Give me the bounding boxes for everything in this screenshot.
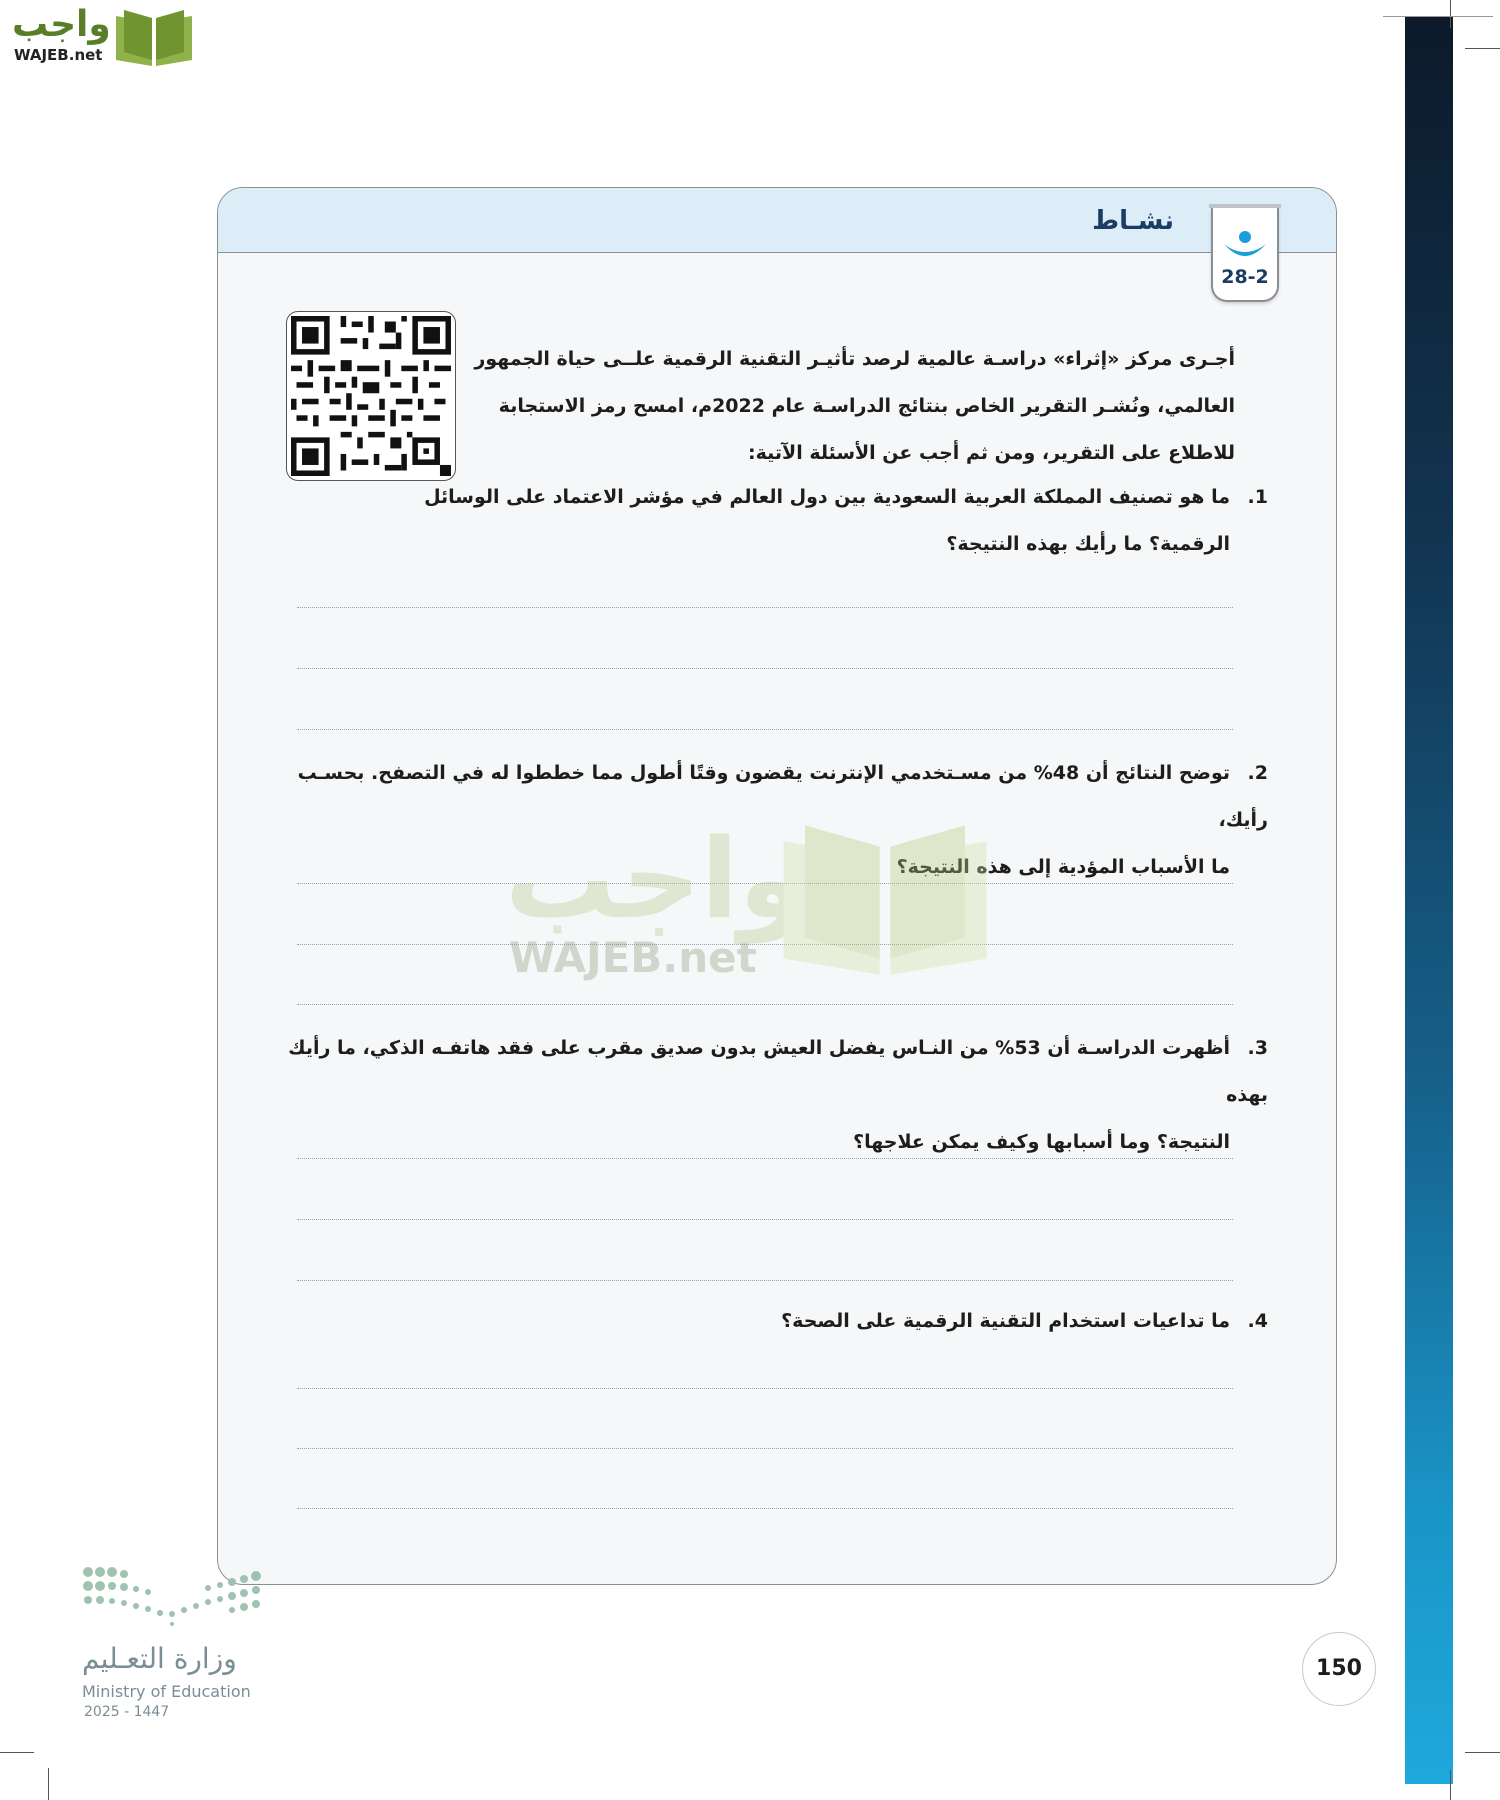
- activity-number-tab: [1211, 208, 1279, 302]
- ministry-arabic: وزارة التعـليم: [82, 1642, 237, 1675]
- qr-pattern-icon: [291, 316, 451, 476]
- activity-number: 28-2: [1221, 266, 1269, 288]
- question-text-continued: النتيجة؟ وما أسبابها وكيف يمكن علاجها؟: [853, 1131, 1230, 1153]
- activity-title: نشـاط: [1092, 206, 1174, 236]
- answer-line[interactable]: [297, 1508, 1233, 1509]
- qr-code[interactable]: [286, 311, 456, 481]
- question-number: 3.: [1247, 1037, 1268, 1059]
- ministry-year: 2025 - 1447: [84, 1704, 170, 1720]
- question-number: 1.: [1247, 486, 1268, 508]
- answer-line[interactable]: [297, 1158, 1233, 1159]
- crop-mark: [48, 1768, 49, 1800]
- crop-mark: [1465, 1752, 1500, 1753]
- crop-mark: [1450, 0, 1451, 28]
- wajeb-logo[interactable]: [8, 4, 198, 70]
- answer-line[interactable]: [297, 1280, 1233, 1281]
- answer-line[interactable]: [297, 668, 1233, 669]
- intro-paragraph: أجـرى مركز «إثراء» دراسـة عالمية لرصد تأثيـر التقنية الرقمية علــى حياة الجمهور العالمي، ونُشـر التقرير الخاص بنتائج الدراسـة عام 2022م، امسح رمز الاستجابة للاطلاع على التقرير، ومن ثم أجب عن الأسئلة الآتية:: [474, 348, 1235, 464]
- activity-icon: [1222, 228, 1268, 268]
- ministry-dots-icon: [82, 1566, 272, 1626]
- watermark-latin: WAJEB.net: [509, 933, 757, 982]
- book-icon: [112, 8, 196, 68]
- question-text: توضح النتائج أن 48% من مسـتخدمي الإنترنت يقضون وقتًا أطول مما خططوا له في التصفح. بحسـب رأيك،: [297, 762, 1268, 831]
- page-number: 150: [1302, 1632, 1376, 1706]
- answer-line[interactable]: [297, 1388, 1233, 1389]
- question-1: [268, 474, 1268, 568]
- question-number: 2.: [1247, 762, 1268, 784]
- crop-mark: [0, 1752, 34, 1753]
- question-4: [268, 1298, 1268, 1345]
- question-text: ما هو تصنيف المملكة العربية السعودية بين دول العالم في مؤشر الاعتماد على الوسائل: [424, 486, 1230, 508]
- answer-line[interactable]: [297, 729, 1233, 730]
- logo-arabic: واجب: [12, 4, 111, 45]
- question-text: ما تداعيات استخدام التقنية الرقمية على الصحة؟: [781, 1310, 1230, 1332]
- question-text-continued: الرقمية؟ ما رأيك بهذه النتيجة؟: [946, 533, 1230, 555]
- ministry-logo: [70, 1560, 270, 1730]
- answer-line[interactable]: [297, 1448, 1233, 1449]
- watermark-arabic: واجب: [505, 815, 807, 943]
- question-3: [268, 1025, 1268, 1166]
- answer-line[interactable]: [297, 1219, 1233, 1220]
- question-text-continued: ما الأسباب المؤدية إلى هذه النتيجة؟: [896, 856, 1230, 878]
- crop-mark: [1465, 48, 1500, 49]
- wajeb-watermark: [505, 815, 1005, 995]
- crop-mark: [1450, 1770, 1451, 1800]
- answer-line[interactable]: [297, 1004, 1233, 1005]
- crop-mark: [1383, 16, 1493, 17]
- activity-header: [218, 188, 1336, 253]
- book-icon: [773, 815, 997, 985]
- side-decoration-bar: [1405, 16, 1453, 1784]
- logo-latin: WAJEB.net: [14, 46, 103, 64]
- question-number: 4.: [1247, 1310, 1268, 1332]
- ministry-english: Ministry of Education: [82, 1682, 251, 1701]
- answer-line[interactable]: [297, 607, 1233, 608]
- question-text: أظهرت الدراسـة أن 53% من النـاس يفضل العيش بدون صديق مقرب على فقد هاتفـه الذكي، ما رأيك بهذه: [288, 1037, 1268, 1106]
